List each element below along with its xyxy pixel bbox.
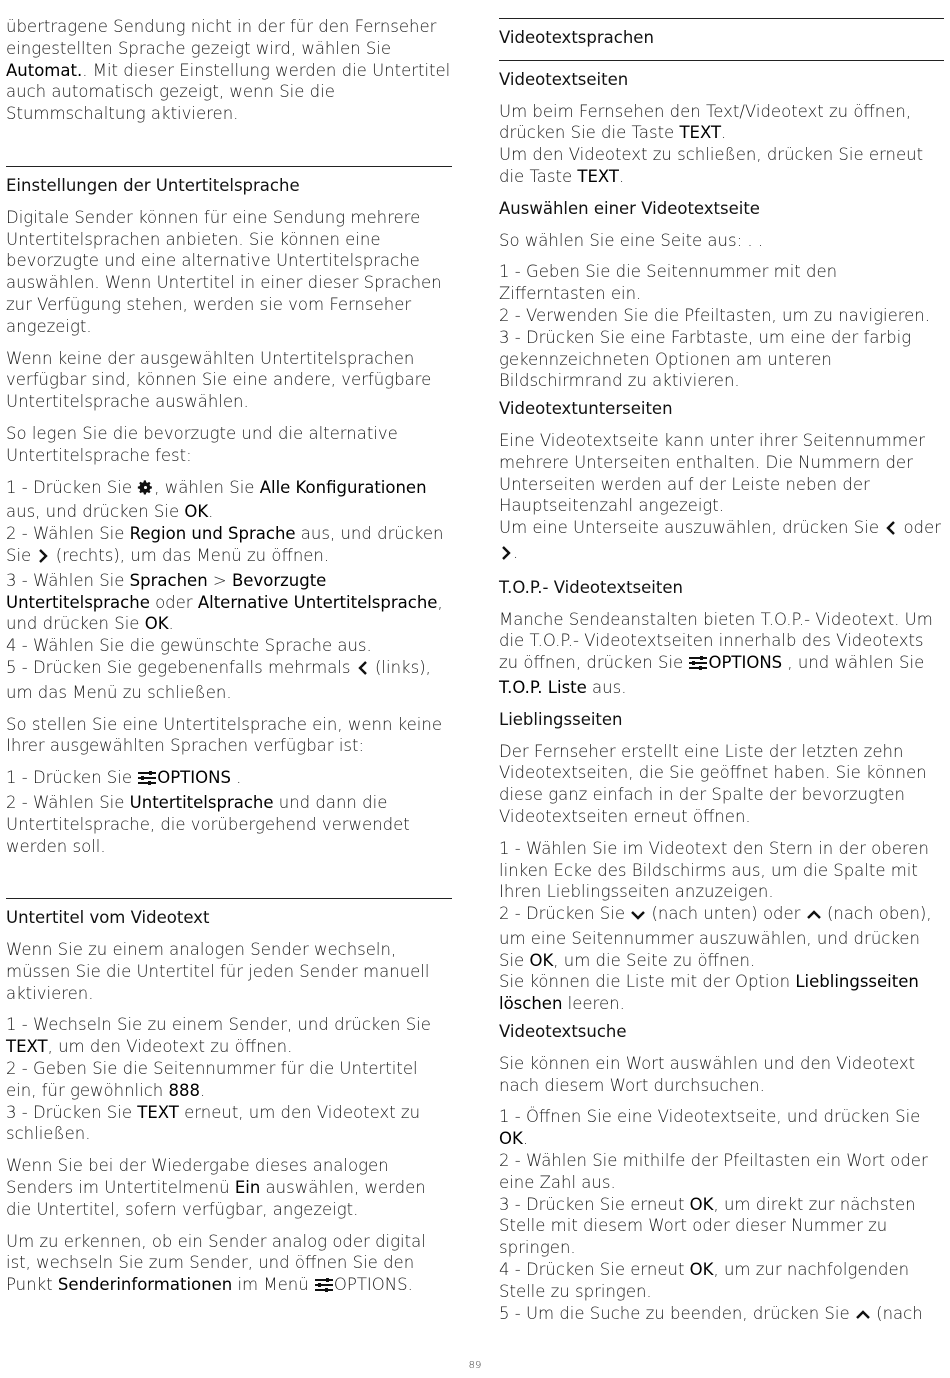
paragraph: Digitale Sender können für eine Sendung mehrere Untertitelsprachen anbieten. Sie können eine bevorzugte und eine alternative Untertitelsprache auswählen. Wenn Untertitel in einer dieser Sprachen zur Verfügung stehen, werden sie vom Fernseher angezeigt. — [6, 207, 442, 336]
options-icon — [688, 655, 708, 677]
step-3: 3 - Wählen Sie Sprachen > Bevorzugte Untertitelsprache oder Alternative Untertitelsprache, und drücken Sie OK. — [6, 570, 443, 634]
paragraph: Sie können die Liste mit der Option Lieblingsseiten löschen leeren. — [499, 972, 919, 1014]
paragraph: Sie können ein Wort auswählen und den Videotext nach diesem Wort durchsuchen. — [499, 1053, 916, 1095]
intro-paragraph: übertragene Sendung nicht in der für den Fernseher eingestellten Sprache gezeigt wird, wählen Sie Automat.. Mit dieser Einstellung werden die Untertitel auch automatisch gezeigt, wenn Sie die Stummschaltung aktivieren. — [6, 17, 451, 124]
step-2: 2 - Verwenden Sie die Pfeiltasten, um zu navigieren. — [499, 305, 931, 325]
subsection-title: Videotextsuche — [499, 1022, 627, 1042]
step-3: 3 - Drücken Sie TEXT erneut, um den Videotext zu schließen. — [6, 1102, 421, 1144]
step-1: 1 - Wählen Sie im Videotext den Stern in der oberen linken Ecke des Bildschirms aus, um die Spalte mit Ihren Lieblingsseiten anzuzeigen. — [499, 838, 929, 902]
subsection-title: Videotextunterseiten — [499, 399, 673, 419]
paragraph: So legen Sie die bevorzugte und die alternative Untertitelsprache fest: — [6, 423, 398, 465]
chevron-right-icon — [36, 548, 50, 570]
right-column — [499, 0, 944, 1327]
gear-icon — [137, 479, 154, 502]
step-1: 1 - Öffnen Sie eine Videotextseite, und drücken Sie OK. — [499, 1107, 921, 1149]
step-1: 1 - Wechseln Sie zu einem Sender, und drücken Sie TEXT, um den Videotext zu öffnen. — [6, 1015, 431, 1057]
step-2: 2 - Wählen Sie Region und Sprache aus, und drücken Sie (rechts), um das Menü zu öffnen. — [6, 523, 452, 570]
step-2: 2 - Wählen Sie Untertitelsprache und dann die Untertitelsprache, die vorübergehend verwendet werden soll. — [6, 792, 410, 856]
paragraph: Um den Videotext zu schließen, drücken Sie erneut die Taste TEXT. — [499, 145, 924, 186]
paragraph: Eine Videotextseite kann unter ihrer Seitennummer mehrere Unterseiten enthalten. Die Nummern der Unterseiten werden auf der Leiste neben der Hauptseitenzahl angezeigt. — [499, 430, 925, 516]
step-2: 2 - Wählen Sie mithilfe der Pfeiltasten ein Wort oder eine Zahl aus. — [499, 1151, 928, 1192]
chevron-up-icon — [806, 906, 822, 928]
page-number: 89 — [468, 1360, 482, 1371]
paragraph: Der Fernseher erstellt eine Liste der letzten zehn Videotextseiten, die Sie geöffnet haben. Sie können diese ganz einfach in der Spalte der bevorzugten Videotextseiten erneut öffnen. — [499, 741, 927, 826]
chevron-down-icon — [630, 906, 646, 928]
chevron-left-icon — [356, 660, 370, 682]
step-3: 3 - Drücken Sie eine Farbtaste, um eine der farbig gekennzeichneten Optionen am unteren Bildschirmrand zu aktivieren. — [499, 327, 912, 391]
paragraph: So wählen Sie eine Seite aus: . . — [499, 230, 764, 250]
step-4: 4 - Drücken Sie erneut OK, um zur nachfolgenden Stelle zu springen. — [499, 1260, 910, 1301]
options-icon — [314, 1277, 334, 1299]
subsection-title: Videotextseiten — [499, 69, 629, 89]
paragraph: Um eine Unterseite auszuwählen, drücken Sie oder . — [499, 517, 944, 567]
paragraph: Um zu erkennen, ob ein Sender analog oder digital ist, wechseln Sie zum Sender, und öffnen Sie den Punkt Senderinformationen im Menü OPTIONS. — [6, 1231, 452, 1299]
step-5: 5 - Drücken Sie gegebenenfalls mehrmals (links), um das Menü zu schließen. — [6, 657, 431, 702]
paragraph: Wenn keine der ausgewählten Untertitelsprachen verfügbar sind, können Sie eine andere, verfügbare Untertitelsprache auswählen. — [6, 348, 432, 412]
section-title: Untertitel vom Videotext — [6, 908, 210, 928]
paragraph: Wenn Sie bei der Wiedergabe dieses analogen Senders im Untertitelmenü Ein auswählen, werden die Untertitel, sofern verfügbar, angezeigt. — [6, 1156, 426, 1219]
paragraph: Um beim Fernsehen den Text/Videotext zu öffnen, drücken Sie die Taste TEXT. — [499, 101, 912, 143]
paragraph: Wenn Sie zu einem analogen Sender wechseln, müssen Sie die Untertitel für jeden Sender manuell aktivieren. — [6, 940, 430, 1003]
subsection-title: Lieblingsseiten — [499, 709, 623, 729]
options-icon — [137, 770, 157, 792]
paragraph: Manche Sendeanstalten bieten T.O.P.- Videotext. Um die T.O.P.- Videotextseiten innerhalb des Videotexts zu öffnen, drücken Sie OPTIONS , und wählen Sie T.O.P. Liste aus. — [499, 609, 933, 697]
step-5: 5 - Um die Suche zu beenden, drücken Sie (nach — [499, 1303, 944, 1328]
step-1: 1 - Drücken Sie OPTIONS . — [6, 767, 452, 792]
subsection-title: T.O.P.- Videotextseiten — [499, 577, 683, 597]
section-title: Videotextsprachen — [499, 28, 654, 47]
paragraph: So stellen Sie eine Untertitelsprache ein, wenn keine Ihrer ausgewählten Sprachen verfügbar ist: — [6, 714, 442, 756]
step-2: 2 - Geben Sie die Seitennummer für die Untertitel ein, für gewöhnlich 888. — [6, 1059, 418, 1100]
chevron-left-icon — [884, 520, 898, 542]
step-1: 1 - Geben Sie die Seitennummer mit den Zifferntasten ein. — [499, 262, 838, 304]
left-column — [6, 0, 452, 1299]
chevron-up-icon — [855, 1306, 871, 1328]
step-1: 1 - Drücken Sie , wählen Sie Alle Konfigurationen aus, und drücken Sie OK. — [6, 477, 427, 522]
step-3: 3 - Drücken Sie erneut OK, um direkt zur nächsten Stelle mit diesem Wort oder dieser Nummer zu springen. — [499, 1194, 916, 1258]
step-4: 4 - Wählen Sie die gewünschte Sprache aus. — [6, 636, 372, 656]
step-2: 2 - Drücken Sie (nach unten) oder (nach oben), um eine Seitennummer auszuwählen, und drücken Sie OK, um die Seite zu öffnen. — [499, 904, 932, 970]
section-title: Einstellungen der Untertitelsprache — [6, 175, 300, 195]
subsection-title: Auswählen einer Videotextseite — [499, 198, 760, 218]
chevron-right-icon — [499, 545, 513, 567]
